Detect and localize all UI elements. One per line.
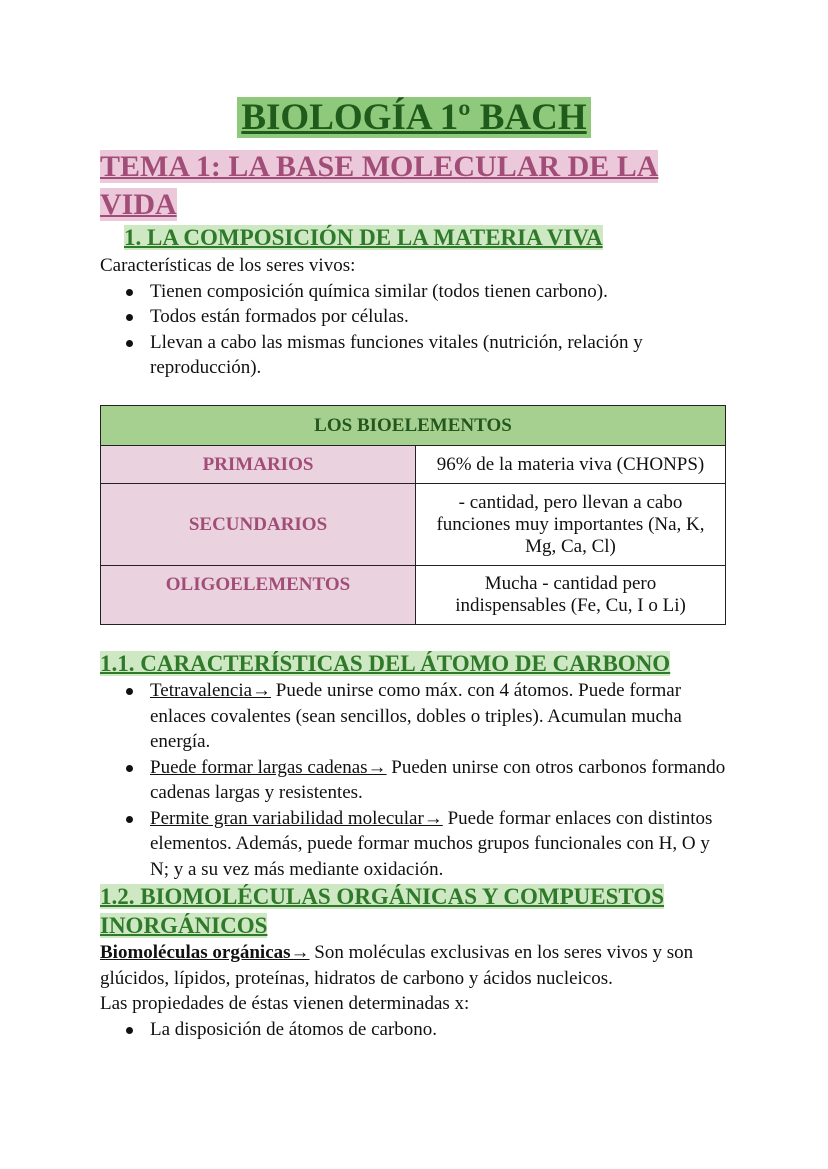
section-1-1-heading: 1.1. CARACTERÍSTICAS DEL ÁTOMO DE CARBONO: [100, 651, 671, 676]
table-label: OLIGOELEMENTOS: [101, 566, 416, 625]
bullet-list: [100, 279, 738, 381]
list-item: Puede formar largas cadenas→ Pueden unirse con otros carbonos formando cadenas largas y resistentes.: [150, 755, 728, 806]
list-item: Tetravalencia→ Puede unirse como máx. con 4 átomos. Puede formar enlaces covalentes (sean sencillos, dobles o triples). Acumulan mucha energía.: [150, 678, 728, 755]
section-1-2: [100, 882, 708, 940]
list-item: Tienen composición química similar (todos tienen carbono).: [150, 279, 738, 305]
table-value: - cantidad, pero llevan a cabo funciones muy importantes (Na, K, Mg, Ca, Cl): [416, 484, 726, 566]
bullet-list: [100, 1017, 718, 1043]
bioelements-table: [100, 405, 726, 625]
list-item: Llevan a cabo las mismas funciones vitales (nutrición, relación y reproducción).: [150, 330, 738, 381]
table-label: PRIMARIOS: [101, 446, 416, 484]
list-item: Todos están formados por células.: [150, 304, 738, 330]
bullet-list: [100, 678, 738, 882]
list-item: La disposición de átomos de carbono.: [150, 1017, 718, 1043]
table-label: SECUNDARIOS: [101, 484, 416, 566]
list-item: Permite gran variabilidad molecular→ Puede formar enlaces con distintos elementos. Además, puede formar muchos grupos funcionales con H, O y N; y a su vez más mediante oxidación.: [150, 806, 728, 883]
section-1-body: [100, 253, 738, 381]
document-title: BIOLOGÍA 1º BACH: [0, 96, 828, 139]
props-text: Las propiedades de éstas vienen determinadas x:: [100, 993, 470, 1014]
section-1-2-body: Biomoléculas orgánicas→ Son moléculas exclusivas en los seres vivos y son glúcidos, lípidos, proteínas, hidratos de carbono y ácidos nucleicos. Las propiedades de éstas vienen determinadas x: La disposición de átomos de carbono.: [100, 940, 718, 1042]
tema-heading: TEMA 1: LA BASE MOLECULAR DE LA VIDA: [100, 150, 659, 221]
section-1-1: [100, 649, 738, 882]
intro-text: Características de los seres vivos:: [100, 255, 356, 276]
section-1-heading: 1. LA COMPOSICIÓN DE LA MATERIA VIVA: [124, 225, 603, 250]
section-1-2-heading: 1.2. BIOMOLÉCULAS ORGÁNICAS Y COMPUESTOS INORGÁNICOS: [100, 884, 665, 938]
table-header: LOS BIOELEMENTOS: [101, 406, 726, 446]
table-value: Mucha - cantidad pero indispensables (Fe, Cu, I o Li): [416, 566, 726, 625]
table-value: 96% de la materia viva (CHONPS): [416, 446, 726, 484]
section-1: [124, 223, 738, 252]
